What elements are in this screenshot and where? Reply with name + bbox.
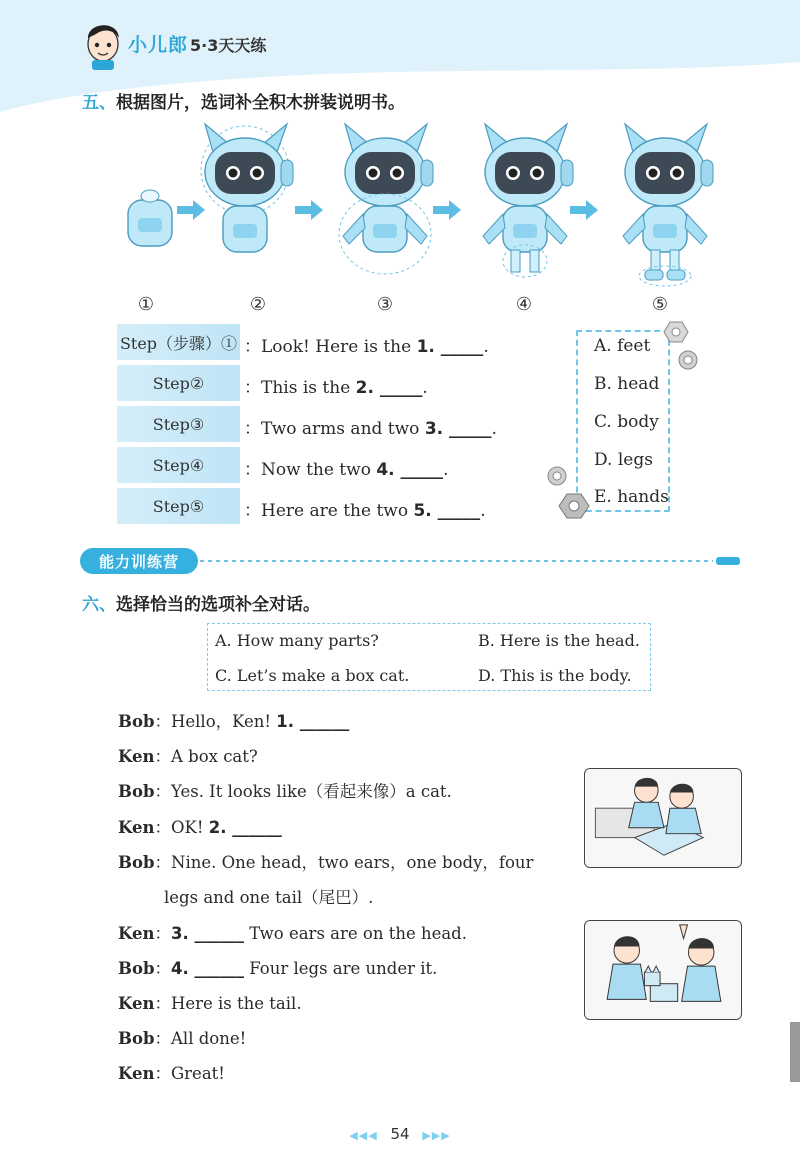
- choice-a: A. How many parts?: [215, 631, 379, 650]
- step-tab-2: Step②: [117, 365, 240, 401]
- prev-arrows-icon: ◀◀◀: [349, 1129, 378, 1142]
- dialogue-blank-1[interactable]: 1. ______: [276, 712, 350, 731]
- figure-label-2: ②: [249, 294, 267, 315]
- dialogue-line: Ken：Great!: [118, 1064, 225, 1083]
- figure-label-3: ③: [376, 294, 394, 315]
- choice-d: D. This is the body.: [478, 666, 632, 685]
- dialogue-line: legs and one tail（尾巴）.: [164, 888, 374, 907]
- banner-dashed-rule: [198, 555, 743, 567]
- figure-label-5: ⑤: [651, 294, 669, 315]
- dialogue-line: Bob：Nine. One head，two ears，one body，four: [118, 853, 534, 872]
- series-title: 5·3天天练: [190, 36, 267, 55]
- option-d: D. legs: [594, 450, 653, 470]
- dialogue-blank-3[interactable]: 3. ______: [170, 924, 244, 943]
- section-5-number: 五、: [82, 93, 116, 113]
- dialogue-blank-2[interactable]: 2. ______: [208, 818, 282, 837]
- brand-logo: 小儿郎: [128, 34, 189, 56]
- option-c: C. body: [594, 412, 659, 432]
- page-number-value: 54: [390, 1125, 410, 1143]
- robot-assembly-illustration: [115, 120, 715, 305]
- step-text-5: ：Here are the two 5. _____.: [244, 501, 486, 521]
- section-6-number: 六、: [82, 595, 116, 615]
- boys-box-cat-illustration: [584, 920, 742, 1020]
- option-e: E. hands: [594, 487, 669, 507]
- next-arrows-icon: ▶▶▶: [422, 1129, 451, 1142]
- choice-c: C. Let’s make a box cat.: [215, 666, 410, 685]
- blank-4[interactable]: 4. _____: [376, 460, 444, 480]
- dialogue-line: Ken：3. ______ Two ears are on the head.: [118, 924, 467, 943]
- option-a: A. feet: [594, 336, 651, 356]
- dialogue-line: Bob：Hello，Ken! 1. ______: [118, 712, 350, 731]
- nut-decoration-icon: [545, 462, 595, 524]
- step-tab-4: Step④: [117, 447, 240, 483]
- section-6-title: [82, 590, 320, 615]
- step-tab-3: Step③: [117, 406, 240, 442]
- step-text-3: ：Two arms and two 3. _____.: [244, 419, 497, 439]
- figure-label-4: ④: [515, 294, 533, 315]
- section-6-instruction: 选择恰当的选项补全对话。: [116, 595, 320, 615]
- blank-2[interactable]: 2. _____: [355, 378, 423, 398]
- dialogue-line: Ken：Here is the tail.: [118, 994, 302, 1013]
- step-text-2: ：This is the 2. _____.: [244, 378, 428, 398]
- dialogue-line: Ken：A box cat?: [118, 747, 258, 766]
- section-5-title: [82, 88, 405, 113]
- step-tab-5: Step⑤: [117, 488, 240, 524]
- step-tab-1: Step（步骤）①: [117, 324, 240, 360]
- dialogue-blank-4[interactable]: 4. ______: [171, 959, 244, 978]
- blank-5[interactable]: 5. _____: [413, 501, 481, 521]
- figure-label-1: ①: [137, 294, 155, 315]
- dialogue-line: Ken：OK! 2. ______: [118, 818, 282, 837]
- boys-building-box-illustration: [584, 768, 742, 868]
- page-number: [330, 1125, 470, 1143]
- dialogue-line: Bob：4. ______ Four legs are under it.: [118, 959, 438, 978]
- step-text-4: ：Now the two 4. _____.: [244, 460, 449, 480]
- nut-decoration-icon: [660, 318, 700, 378]
- option-b: B. head: [594, 374, 660, 394]
- page-edge-tab: [790, 1022, 800, 1082]
- step-text-1: ：Look! Here is the 1. _____.: [244, 337, 489, 357]
- blank-1[interactable]: 1. _____: [416, 337, 484, 357]
- training-banner: 能力训练营: [80, 548, 198, 574]
- mascot-boy-icon: [80, 18, 126, 70]
- section-5-instruction: 根据图片，选词补全积木拼装说明书。: [116, 93, 405, 113]
- dialogue-line: Bob：Yes. It looks like（看起来像）a cat.: [118, 782, 452, 801]
- dialogue-line: Bob：All done!: [118, 1029, 247, 1048]
- blank-3[interactable]: 3. _____: [424, 419, 492, 439]
- choice-b: B. Here is the head.: [478, 631, 640, 650]
